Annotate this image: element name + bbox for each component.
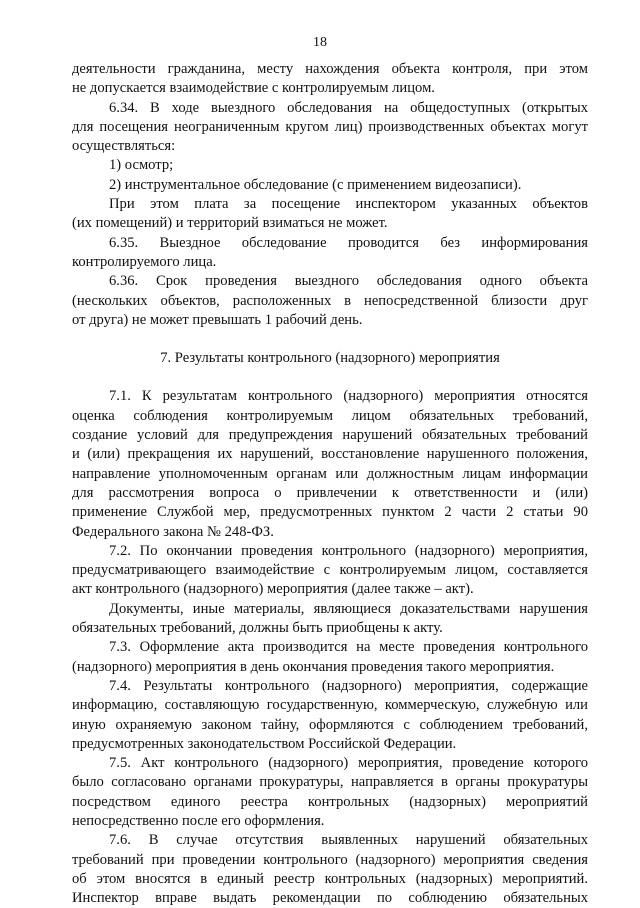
text-line: для посещения неограниченным кругом лиц) производственных объектах могут bbox=[72, 118, 588, 135]
list-item-instrumental: 2) инструментальное обследование (с применением видеозаписи). bbox=[109, 176, 522, 193]
section-heading: 7. Результаты контрольного (надзорного) мероприятия bbox=[160, 350, 500, 367]
text-line: Федерального закона № 248-ФЗ. bbox=[72, 523, 274, 540]
text-line: иную охраняемую законом тайну, оформляются с соблюдением требований, bbox=[72, 716, 588, 733]
page-number: 18 bbox=[313, 35, 327, 50]
text-line: 6.36. Срок проведения выездного обследования одного объекта bbox=[109, 273, 588, 290]
text-line: 7.5. Акт контрольного (надзорного) мероприятия, проведение которого bbox=[109, 755, 588, 772]
document-body bbox=[72, 60, 588, 908]
text-line: 7.6. В случае отсутствия выявленных нарушений обязательных bbox=[109, 832, 588, 849]
text-line: 7.3. Оформление акта производится на месте проведения контрольного bbox=[109, 639, 588, 656]
text-line: осуществляться: bbox=[72, 138, 176, 155]
text-line: (надзорного) мероприятия в день окончания проведения такого мероприятия. bbox=[72, 658, 555, 675]
text-line: посредством единого реестра контрольных (надзорных) мероприятий bbox=[72, 793, 588, 810]
text-line: 7.4. Результаты контрольного (надзорного) мероприятия, содержащие bbox=[109, 677, 588, 694]
text-line: создание условий для предупреждения нарушений обязательных требований bbox=[72, 427, 588, 444]
text-line: 7.1. К результатам контрольного (надзорного) мероприятия относятся bbox=[109, 388, 588, 405]
text-line: акт контрольного (надзорного) мероприятия (далее также – акт). bbox=[72, 581, 474, 598]
text-line: контролируемого лица. bbox=[72, 253, 217, 270]
text-line: 6.35. Выездное обследование проводится без информирования bbox=[109, 234, 588, 251]
text-line: обязательных требований, должны быть приобщены к акту. bbox=[72, 620, 443, 637]
text-line: и (или) прекращения их нарушений, восстановление нарушенного положения, bbox=[72, 446, 588, 463]
text-line: от друга) не может превышать 1 рабочий день. bbox=[72, 311, 363, 328]
text-line: Инспектор вправе выдать рекомендации по соблюдению обязательных bbox=[72, 890, 588, 907]
text-line: применение Службой мер, предусмотренных пунктом 2 части 2 статьи 90 bbox=[72, 504, 588, 521]
list-item-inspection: 1) осмотр; bbox=[109, 157, 174, 174]
text-line: оценка соблюдения контролируемым лицом обязательных требований, bbox=[72, 407, 588, 424]
text-line: информацию, составляющую государственную, коммерческую, служебную или bbox=[72, 697, 588, 714]
text-line: об этом вносятся в единый реестр контрольных (надзорных) мероприятий. bbox=[72, 870, 588, 887]
text-line: не допускается взаимодействие с контролируемым лицом. bbox=[72, 80, 435, 97]
text-line: При этом плата за посещение инспектором указанных объектов bbox=[109, 196, 588, 213]
text-line: Документы, иные материалы, являющиеся доказательствами нарушения bbox=[109, 600, 588, 617]
text-line: было согласовано органами прокуратуры, направляется в органы прокуратуры bbox=[72, 774, 588, 791]
text-line: 7.2. По окончании проведения контрольного (надзорного) мероприятия, bbox=[109, 542, 588, 559]
text-line: для рассмотрения вопроса о привлечении к ответственности и (или) bbox=[72, 484, 588, 501]
text-line: (их помещений) и территорий взиматься не может. bbox=[72, 215, 388, 232]
text-line: предусматривающего взаимодействие с контролируемым лицом, составляется bbox=[72, 562, 588, 579]
text-line: 6.34. В ходе выездного обследования на общедоступных (открытых bbox=[109, 99, 588, 116]
text-line: предусмотренных законодательством Российской Федерации. bbox=[72, 735, 457, 752]
text-line: направление уполномоченным органам или должностным лицам информации bbox=[72, 465, 588, 482]
text-line: непосредственно после его оформления. bbox=[72, 812, 325, 829]
text-line: (нескольких объектов, расположенных в непосредственной близости друг bbox=[72, 292, 588, 309]
text-line: деятельности гражданина, месту нахождения объекта контроля, при этом bbox=[72, 61, 588, 77]
text-line: требований при проведении контрольного (надзорного) мероприятия сведения bbox=[72, 851, 588, 868]
